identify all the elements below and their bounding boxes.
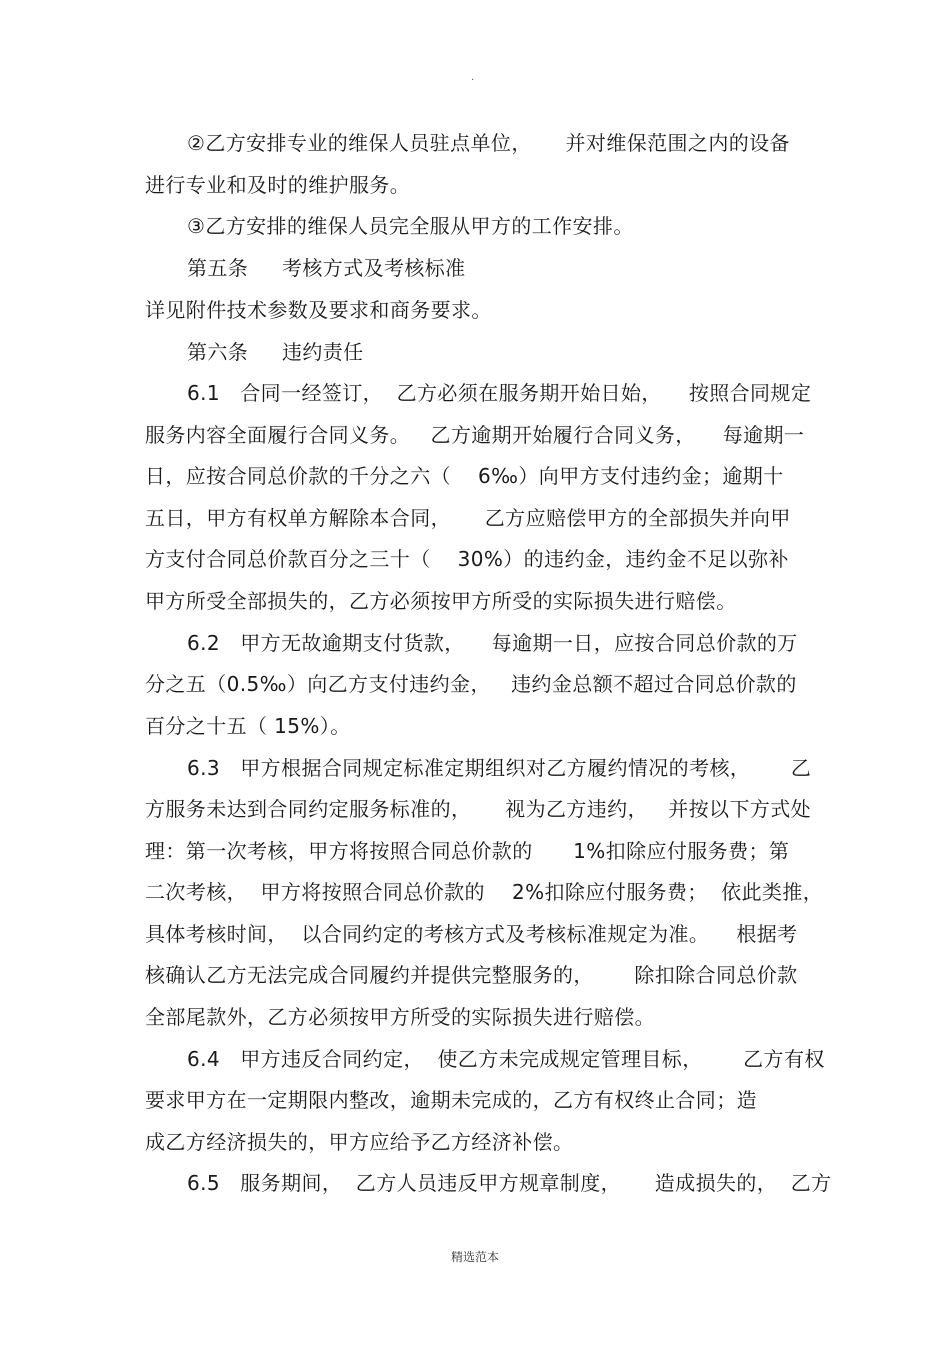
text-line: 详见附件技术参数及要求和商务要求。 (145, 298, 492, 322)
text-line: 6.3 甲方根据合同规定标准定期组织对乙方履约情况的考核， 乙 (187, 756, 812, 780)
text-line: 方支付合同总价款百分之三十（ 30%）的违约金，违约金不足以弥补 (145, 547, 789, 571)
text-line: 6.5 服务期间， 乙方人员违反甲方规章制度， 造成损失的， 乙方 (187, 1171, 832, 1195)
text-line: 6.2 甲方无故逾期支付货款， 每逾期一日，应按合同总价款的万 (187, 631, 798, 655)
text-line: 五日，甲方有权单方解除本合同， 乙方应赔偿甲方的全部损失并向甲 (145, 506, 791, 530)
page-footer: 精选范本 (450, 1250, 499, 1264)
text-line: ③乙方安排的维保人员完全服从甲方的工作安排。 (187, 214, 634, 238)
text-line: 服务内容全面履行合同义务。 乙方逾期开始履行合同义务， 每逾期一 (145, 423, 805, 447)
text-line: 6.1 合同一经签订， 乙方必须在服务期开始日始， 按照合同规定 (187, 381, 812, 405)
text-line: 百分之十五（ 15%）。 (145, 714, 351, 738)
text-line: 理：第一次考核，甲方将按照合同总价款的 1%扣除应付服务费；第 (145, 839, 790, 863)
text-line: 6.4 甲方违反合同约定， 使乙方未完成规定管理目标， 乙方有权 (187, 1047, 825, 1071)
text-line: 二次考核， 甲方将按照合同总价款的 2%扣除应付服务费； 依此类推， (145, 880, 824, 904)
text-line: 进行专业和及时的维护服务。 (145, 173, 411, 197)
text-line: 具体考核时间， 以合同约定的考核方式及考核标准规定为准。 根据考 (145, 922, 798, 946)
text-line: 要求甲方在一定期限内整改，逾期未完成的，乙方有权终止合同；造 (145, 1088, 757, 1112)
text-line: ②乙方安排专业的维保人员驻点单位， 并对维保范围之内的设备 (187, 131, 790, 155)
text-line: 成乙方经济损失的，甲方应给予乙方经济补偿。 (145, 1130, 574, 1154)
section-heading: 第五条 考核方式及考核标准 (187, 256, 466, 280)
text-line: 方服务未达到合同约定服务标准的， 视为乙方违约， 并按以下方式处 (145, 797, 812, 821)
text-line: 分之五（0.5‰）向乙方支付违约金， 违约金总额不超过合同总价款的 (145, 672, 797, 696)
top-dot: . (471, 72, 475, 83)
text-line: 甲方所受全部损失的，乙方必须按甲方所受的实际损失进行赔偿。 (145, 589, 737, 613)
text-line: 核确认乙方无法完成合同履约并提供完整服务的， 除扣除合同总价款 (145, 963, 798, 987)
text-line: 全部尾款外，乙方必须按甲方所受的实际损失进行赔偿。 (145, 1005, 655, 1029)
text-line: 日，应按合同总价款的千分之六（ 6‰）向甲方支付违约金；逾期十 (145, 464, 784, 488)
section-heading: 第六条 违约责任 (187, 340, 364, 364)
